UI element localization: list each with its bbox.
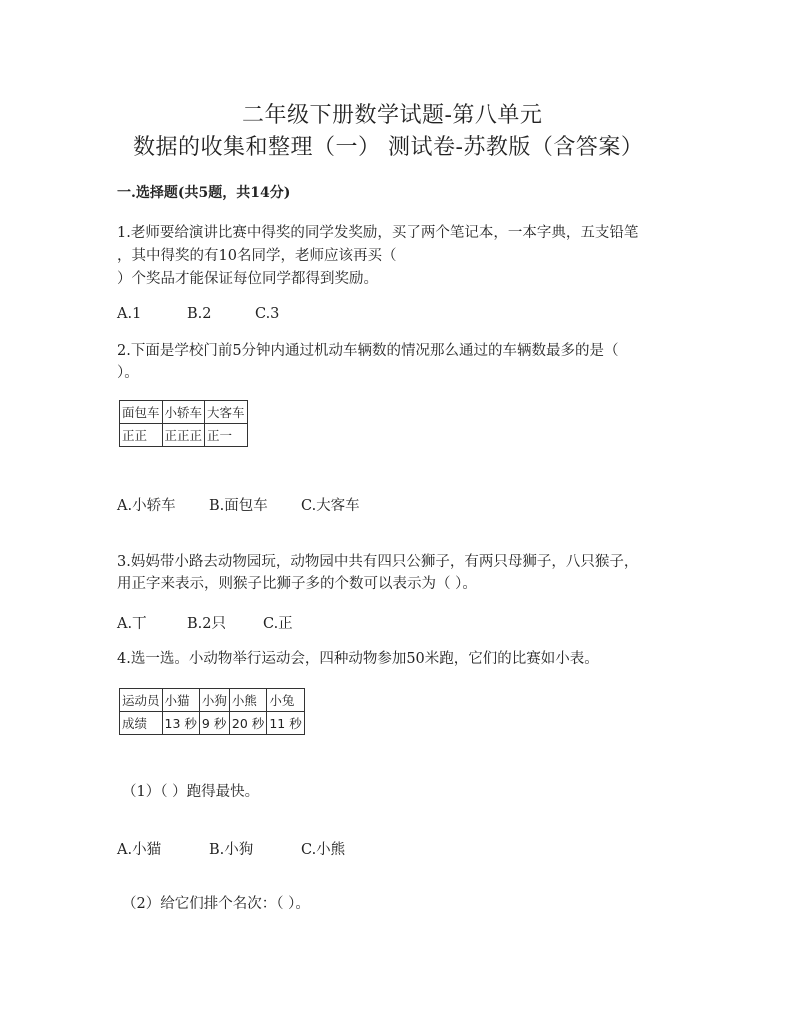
question-2-line-1: 2.下面是学校门前5分钟内通过机动车辆数的情况那么通过的车辆数最多的是（ <box>117 343 619 359</box>
table-row <box>120 712 305 735</box>
option-c[interactable]: C.小熊 <box>301 842 346 858</box>
question-3-line-1: 3.妈妈带小路去动物园玩，动物园中共有四只公狮子，有两只母狮子，八只猴子， <box>117 554 639 570</box>
question-4-sub-1-options <box>117 838 345 859</box>
table-cell: 小熊 <box>229 689 266 712</box>
table-cell: 小猫 <box>162 689 199 712</box>
table-cell: 11 秒 <box>267 712 304 735</box>
question-3-line-2: 用正字来表示，则猴子比狮子多的个数可以表示为（ ）。 <box>117 576 477 592</box>
table-cell: 运动员 <box>120 689 163 712</box>
table-cell: 小兔 <box>267 689 304 712</box>
question-1-options <box>117 306 279 322</box>
option-a[interactable]: A.小猫 <box>117 842 162 858</box>
question-2-options <box>117 494 360 515</box>
question-1-line-1: 1.老师要给演讲比赛中得奖的同学发奖励，买了两个笔记本，一本字典，五支铅笔 <box>117 225 639 241</box>
option-b[interactable]: B.2 <box>187 306 212 322</box>
vehicle-tally-table <box>119 400 248 447</box>
table-cell: 正正 <box>120 424 163 447</box>
question-1-line-3: ）个奖品才能保证每位同学都得到奖励。 <box>117 271 378 287</box>
option-a[interactable]: A.丅 <box>117 616 147 632</box>
question-3-options <box>117 612 293 633</box>
section-heading: 一.选择题(共5题，共14分) <box>117 185 291 201</box>
title-line-2: 数据的收集和整理（一） 测试卷-苏教版（含答案） <box>133 135 644 160</box>
table-cell: 面包车 <box>120 401 163 424</box>
table-cell: 大客车 <box>205 401 248 424</box>
question-1-line-2: ，其中得奖的有10名同学，老师应该再买（ <box>117 248 397 264</box>
option-a[interactable]: A.1 <box>117 306 142 322</box>
option-c[interactable]: C.3 <box>255 306 280 322</box>
table-row <box>120 424 248 447</box>
title-line-1: 二年级下册数学试题-第八单元 <box>242 103 543 128</box>
table-row <box>120 689 305 712</box>
table-cell: 成绩 <box>120 712 163 735</box>
option-b[interactable]: B.面包车 <box>209 498 268 514</box>
option-c[interactable]: C.正 <box>263 616 293 632</box>
table-cell: 13 秒 <box>162 712 199 735</box>
table-cell: 正一 <box>205 424 248 447</box>
table-cell: 小轿车 <box>162 401 205 424</box>
table-cell: 正正正 <box>162 424 205 447</box>
question-2-line-2: ）。 <box>117 365 139 381</box>
option-b[interactable]: B.小狗 <box>209 842 254 858</box>
option-b[interactable]: B.2只 <box>187 616 226 632</box>
question-4-sub-2: （2）给它们排个名次：（ ）。 <box>122 896 310 912</box>
option-c[interactable]: C.大客车 <box>301 498 360 514</box>
question-4-line-1: 4.选一选。小动物举行运动会，四种动物参加50米跑，它们的比赛如小表。 <box>117 651 599 667</box>
table-cell: 9 秒 <box>199 712 229 735</box>
race-results-table <box>119 688 305 735</box>
table-cell: 20 秒 <box>229 712 266 735</box>
table-cell: 小狗 <box>199 689 229 712</box>
question-4-sub-1: （1）（ ）跑得最快。 <box>122 784 260 800</box>
option-a[interactable]: A.小轿车 <box>117 498 176 514</box>
table-row <box>120 401 248 424</box>
